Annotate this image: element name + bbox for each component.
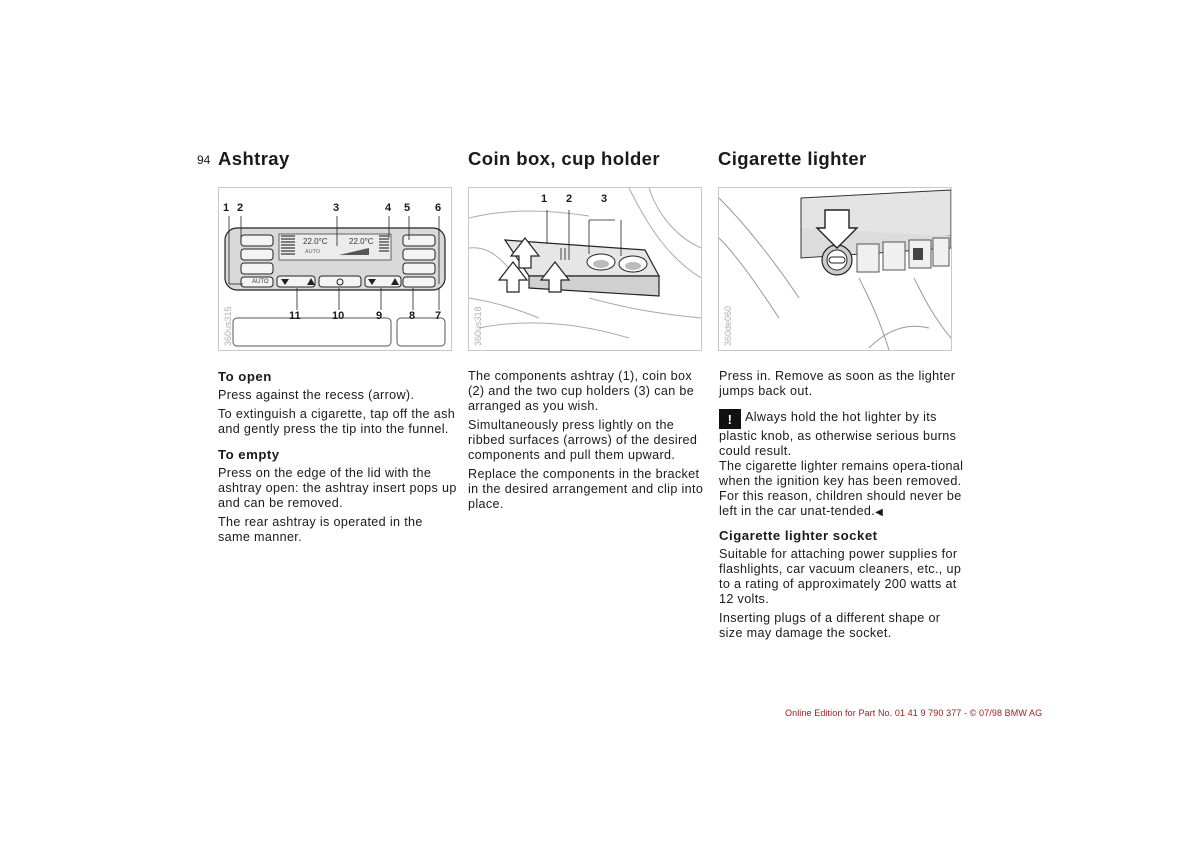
callout-3: 3 [333,202,340,214]
callout-10: 10 [332,310,345,322]
callout-6: 6 [435,202,442,214]
footer: Online Edition for Part No. 01 41 9 790 377 - © 07/98 BMW AG [785,708,1043,718]
lighter-p2-text: The cigarette lighter remains opera-tional when the ignition key has been removed. For this reason, children should never be left in the car unat-tended. [719,459,964,518]
socket-p2: Inserting plugs of a different shape or size may damage the socket. [719,611,941,640]
lighter-p2 [719,459,964,520]
callout-2: 2 [237,202,244,214]
to-open-p1: Press against the recess (arrow). [218,388,415,402]
socket-p1: Suitable for attaching power supplies for flashlights, car vacuum cleaners, etc., up to a rating of approximately 200 watts at 12 volts. [719,547,962,606]
coin-box-title: Coin box, cup holder [468,148,660,169]
to-empty-heading: To empty [218,447,280,462]
callout-7: 7 [435,310,442,322]
callout-3: 3 [601,193,608,205]
callout-2: 2 [566,193,573,205]
callout-1: 1 [541,193,548,205]
lighter-p1: Press in. Remove as soon as the lighter jumps back out. [719,369,956,398]
callout-1: 1 [223,202,230,214]
lighter-text [719,369,964,645]
callout-9: 9 [376,310,383,322]
auto-button-label: AUTO [252,279,269,285]
to-empty-p1: Press on the edge of the lid with the ashtray open: the ashtray insert pops up and can be removed. [218,466,457,510]
warning-text: Always hold the hot lighter by its plastic knob, as otherwise serious burns could result. [719,410,957,458]
display-temp-right: 22.0°C [349,237,374,246]
page-number: 94 [197,153,211,167]
coin-box-figure [468,187,702,351]
callout-4: 4 [385,202,392,214]
to-empty-p2: The rear ashtray is operated in the same manner. [218,515,423,544]
to-open-heading: To open [218,369,272,384]
coin-box-p2: Simultaneously press lightly on the ribbed surfaces (arrows) of the desired components and pull them upward. [468,418,698,462]
lighter-warning [719,409,964,459]
callout-11: 11 [289,310,301,322]
ashtray-text [218,369,458,549]
warning-icon: ! [719,409,741,429]
lighter-title: Cigarette lighter [718,148,867,169]
coin-box-p3: Replace the components in the bracket in the desired arrangement and clip into place. [468,467,704,511]
end-mark-icon: ◀ [875,507,884,518]
callout-5: 5 [404,202,411,214]
display-auto: AUTO [305,249,321,255]
callout-8: 8 [409,310,416,322]
ashtray-title: Ashtray [218,148,290,169]
coin-box-text [468,369,708,516]
lighter-figure [718,187,952,351]
coin-box-p1: The components ashtray (1), coin box (2) and the two cup holders (3) can be arranged as you wish. [468,369,695,413]
figure-code: 360de060 [723,305,733,346]
to-open-p2: To extinguish a cigarette, tap off the ash and gently press the tip into the funnel. [218,407,456,436]
figure-code: 360us318 [473,306,483,346]
ashtray-figure [218,187,452,351]
figure-code: 360us315 [223,306,233,346]
display-temp-left: 22.0°C [303,237,328,246]
socket-heading: Cigarette lighter socket [719,528,878,543]
